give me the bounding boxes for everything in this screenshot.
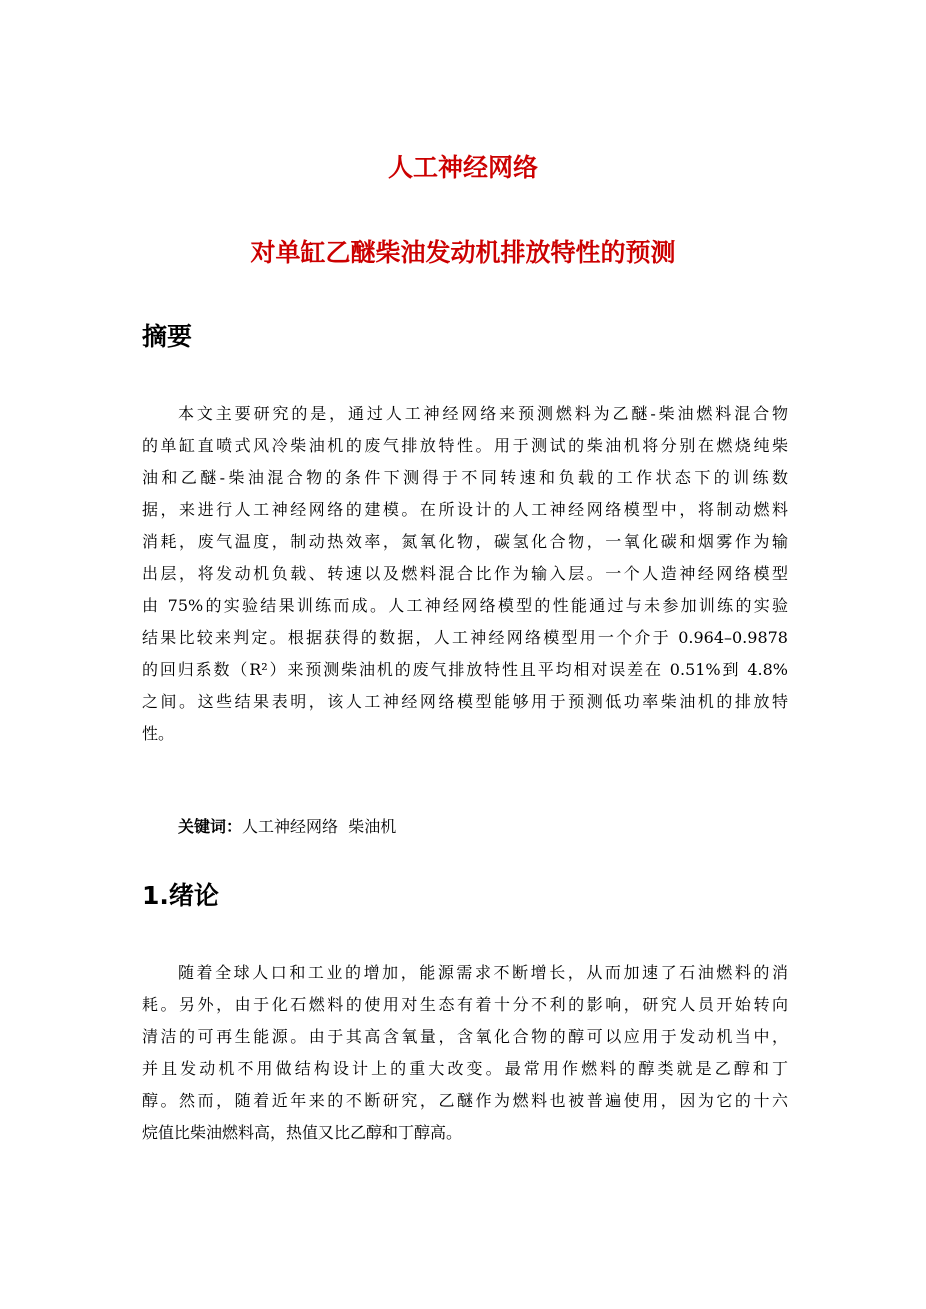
intro-heading: 1.绪论	[142, 881, 219, 910]
abstract-line: 的回归系数（R²）来预测柴油机的废气排放特性且平均相对误差在 0.51%到 4.8%	[142, 660, 788, 679]
abstract-heading: 摘要	[142, 322, 193, 351]
abstract-line: 本文主要研究的是，通过人工神经网络来预测燃料为乙醚-柴油燃料混合物	[178, 404, 788, 423]
keywords	[178, 811, 396, 843]
abstract-line: 由 75%的实验结果训练而成。人工神经网络模型的性能通过与未参加训练的实验	[142, 596, 788, 615]
abstract-line: 消耗，废气温度，制动热效率，氮氧化物，碳氢化合物，一氧化碳和烟雾作为输	[142, 532, 788, 551]
intro-line: 耗。另外，由于化石燃料的使用对生态有着十分不利的影响，研究人员开始转向	[142, 995, 788, 1014]
title-line-1: 人工神经网络	[387, 153, 538, 182]
abstract-line: 之间。这些结果表明，该人工神经网络模型能够用于预测低功率柴油机的排放特	[142, 692, 788, 711]
intro-line: 随着全球人口和工业的增加，能源需求不断增长，从而加速了石油燃料的消	[178, 963, 788, 982]
intro-paragraph	[142, 957, 788, 1149]
abstract-line: 据，来进行人工神经网络的建模。在所设计的人工神经网络模型中，将制动燃料	[142, 500, 788, 519]
intro-line: 清洁的可再生能源。由于其高含氧量，含氧化合物的醇可以应用于发动机当中，	[142, 1027, 788, 1046]
intro-line: 醇。然而，随着近年来的不断研究，乙醚作为燃料也被普遍使用，因为它的十六	[142, 1091, 788, 1110]
abstract-paragraph	[142, 398, 788, 750]
abstract-line: 油和乙醚-柴油混合物的条件下测得于不同转速和负载的工作状态下的训练数	[142, 468, 788, 487]
intro-line: 烷值比柴油燃料高，热值又比乙醇和丁醇高。	[142, 1123, 463, 1142]
keywords-label: 关键词：	[178, 817, 243, 836]
title-line-2: 对单缸乙醚柴油发动机排放特性的预测	[250, 238, 676, 267]
intro-line: 并且发动机不用做结构设计上的重大改变。最常用作燃料的醇类就是乙醇和丁	[142, 1059, 788, 1078]
abstract-line: 结果比较来判定。根据获得的数据，人工神经网络模型用一个介于 0.964–0.9878	[142, 628, 788, 647]
abstract-line: 性。	[142, 724, 175, 743]
abstract-line: 的单缸直喷式风冷柴油机的废气排放特性。用于测试的柴油机将分别在燃烧纯柴	[142, 436, 788, 455]
keywords-value: 人工神经网络 柴油机	[242, 817, 397, 836]
abstract-line: 出层，将发动机负载、转速以及燃料混合比作为输入层。一个人造神经网络模型	[142, 564, 788, 583]
